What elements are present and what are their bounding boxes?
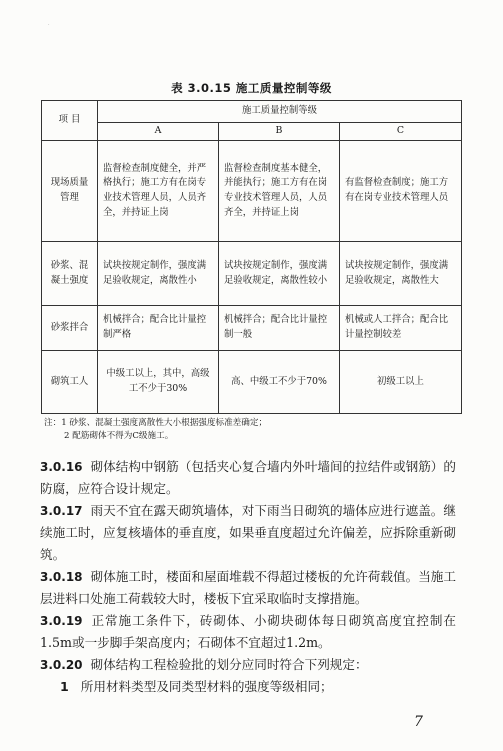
- table-row: [42, 306, 462, 351]
- clause-text: 正常施工条件下，砖砌体、小砌块砌体每日砌筑高度宜控制在1.5m或一步脚手架高度内；石砌体不宜超过1.2m。: [40, 613, 456, 650]
- clause: [40, 566, 456, 610]
- grade-a: A: [98, 123, 219, 141]
- table-title: 表 3.0.15 施工质量控制等级: [171, 81, 332, 95]
- cell: 试块按规定制作，强度满足验收规定，离散性大: [340, 242, 462, 306]
- cell: 初级工以上: [340, 351, 462, 414]
- corner-mark: ·: [48, 22, 50, 28]
- row-item: 砌筑工人: [42, 351, 98, 414]
- page-number: 7: [414, 714, 423, 730]
- clause: [40, 610, 456, 654]
- cell: 高、中级工不少于70%: [219, 351, 340, 414]
- quality-control-table: [41, 100, 462, 414]
- clause-number: 3.0.18: [40, 570, 83, 584]
- clause: [40, 456, 456, 500]
- note-2: 2 配筋砌体不得为C级施工。: [64, 431, 174, 442]
- cell: 机械拌合；配合比计量控制严格: [98, 306, 219, 351]
- clause-number: 3.0.19: [40, 614, 83, 628]
- cell: 试块按规定制作，强度满足验收规定，离散性较小: [219, 242, 340, 306]
- grade-b: B: [219, 123, 340, 141]
- clause-text: 砌体施工时，楼面和屋面堆载不得超过楼板的允许荷载值。当施工层进料口处施工荷载较大时，楼板下宜采取临时支撑措施。: [40, 569, 456, 606]
- clause-number: 3.0.16: [40, 460, 83, 474]
- clause-text: 雨天不宜在露天砌筑墙体，对下雨当日砌筑的墙体应进行遮盖。继续施工时，应复核墙体的垂直度，如果垂直度超过允许偏差，应拆除重新砌筑。: [40, 503, 456, 562]
- cell: 试块按规定制作，强度满足验收规定，离散性小: [98, 242, 219, 306]
- sub-item-text: 所用材料类型及同类型材料的强度等级相同；: [80, 679, 333, 694]
- table-notes: [44, 417, 267, 444]
- clause-text: 砌体结构中钢筋（包括夹心复合墙内外叶墙间的拉结件或钢筋）的防腐，应符合设计规定。: [40, 459, 456, 496]
- body-text: [40, 456, 456, 698]
- table-row: [42, 351, 462, 414]
- clause-number: 3.0.17: [40, 504, 83, 518]
- row-item: 现场质量管理: [42, 141, 98, 242]
- table-header-row: [42, 101, 462, 123]
- table-row: [42, 242, 462, 306]
- grade-c: C: [340, 123, 462, 141]
- sub-item-number: 1: [60, 679, 69, 694]
- row-item: 砂浆拌合: [42, 306, 98, 351]
- note-1: 注：1 砂浆、混凝土强度离散性大小根据强度标准差确定；: [44, 418, 268, 428]
- clause-text: 砌体结构工程检验批的划分应同时符合下列规定：: [90, 657, 368, 672]
- cell: 有监督检查制度；施工方有在岗专业技术管理人员: [340, 141, 462, 242]
- clause-number: 3.0.20: [40, 658, 83, 672]
- cell: 监督检查制度健全，并严格执行；施工方有在岗专业技术管理人员，人员齐全，并持证上岗: [98, 141, 219, 242]
- table-grade-row: [42, 123, 462, 141]
- clause: [40, 500, 456, 566]
- header-group: 施工质量控制等级: [98, 101, 462, 123]
- clause: [40, 654, 456, 676]
- cell: 机械拌合；配合比计量控制一般: [219, 306, 340, 351]
- header-item: 项 目: [42, 101, 98, 141]
- cell: 中级工以上，其中，高级工不少于30%: [98, 351, 219, 414]
- table-row: [42, 141, 462, 242]
- sub-item: [40, 676, 456, 698]
- cell: 监督检查制度基本健全，并能执行；施工方有在岗专业技术管理人员，人员齐全，并持证上岗: [219, 141, 340, 242]
- row-item: 砂浆、混凝土强度: [42, 242, 98, 306]
- cell: 机械或人工拌合；配合比计量控制较差: [340, 306, 462, 351]
